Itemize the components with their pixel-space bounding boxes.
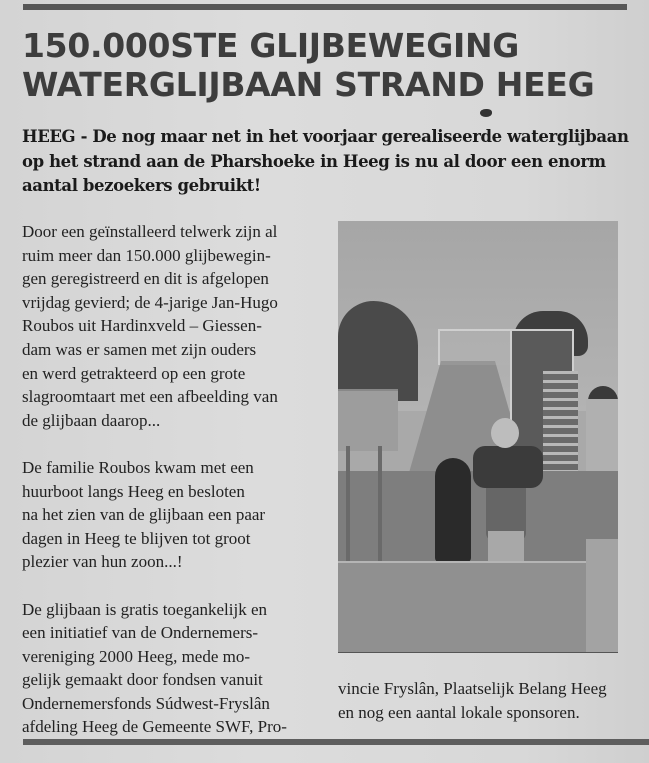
body-line: huurboot langs Heeg en besloten: [22, 481, 245, 501]
body-line: plezier van hun zoon...!: [22, 552, 183, 572]
article-photo: [338, 221, 618, 653]
bottom-rule: [23, 739, 649, 745]
body-line: gen geregistreerd en dit is afgelopen: [22, 269, 269, 289]
lead-line: aantal bezoekers gebruikt!: [22, 176, 261, 195]
photo-child-swim-vest: [473, 446, 543, 488]
body-column-right: [338, 677, 648, 724]
photo-pool-side: [586, 539, 618, 652]
photo-slide-platform: [438, 329, 512, 365]
lead-line: op het strand aan de Pharshoeke in Heeg is nu al door een enorm: [22, 151, 606, 171]
photo-handrail: [346, 446, 350, 561]
body-column-left: [22, 220, 332, 763]
photo-bodyboard: [435, 458, 471, 562]
body-line: Roubos uit Hardinxveld – Giessen-: [22, 316, 262, 336]
body-line: ruim meer dan 150.000 glijbewegin-: [22, 245, 271, 265]
body-line: vereniging 2000 Heeg, mede mo-: [22, 646, 251, 666]
body-line: een initiatief van de Ondernemers-: [22, 623, 259, 643]
body-line: Ondernemersfonds Súdwest-Fryslân: [22, 693, 270, 713]
photo-child-head: [491, 418, 519, 448]
body-line: de glijbaan daarop...: [22, 410, 161, 430]
body-paragraph-3: [22, 598, 332, 740]
body-line: dam was er samen met zijn ouders: [22, 339, 257, 359]
photo-fence: [338, 389, 398, 451]
body-line: gelijk gemaakt door fondsen vanuit: [22, 670, 263, 690]
body-paragraph-1: [22, 220, 332, 432]
body-line: afdeling Heeg de Gemeente SWF, Pro-: [22, 717, 287, 737]
print-speck: [480, 109, 492, 117]
lead-paragraph: [22, 125, 642, 199]
headline-line-2: WATERGLIJBAAN STRAND HEEG: [22, 65, 595, 104]
top-rule: [23, 4, 627, 10]
photo-handrail: [378, 446, 382, 561]
lead-line: HEEG - De nog maar net in het voorjaar gerealiseerde waterglijbaan: [22, 127, 629, 146]
photo-pool-ledge: [338, 561, 588, 653]
photo-child-legs: [488, 531, 524, 563]
body-line: Door een geïnstalleerd telwerk zijn al: [22, 222, 278, 241]
body-paragraph-2: [22, 456, 332, 574]
body-line: slagroomtaart met een afbeelding van: [22, 387, 278, 407]
body-line: en werd getrakteerd op een grote: [22, 363, 246, 383]
body-line: De glijbaan is gratis toegankelijk en: [22, 599, 268, 619]
body-line: dagen in Heeg te blijven tot groot: [22, 528, 251, 548]
body-line: vincie Fryslân, Plaatselijk Belang Heeg: [338, 679, 607, 698]
body-line: na het zien van de glijbaan een paar: [22, 505, 266, 525]
headline: [22, 26, 642, 104]
body-line: vrijdag gevierd; de 4-jarige Jan-Hugo: [22, 292, 278, 312]
headline-line-1: 150.000STE GLIJBEWEGING: [22, 26, 520, 65]
body-line: De familie Roubos kwam met een: [22, 457, 254, 477]
body-line: en nog een aantal lokale sponsoren.: [338, 702, 580, 722]
photo-tree: [338, 301, 418, 401]
